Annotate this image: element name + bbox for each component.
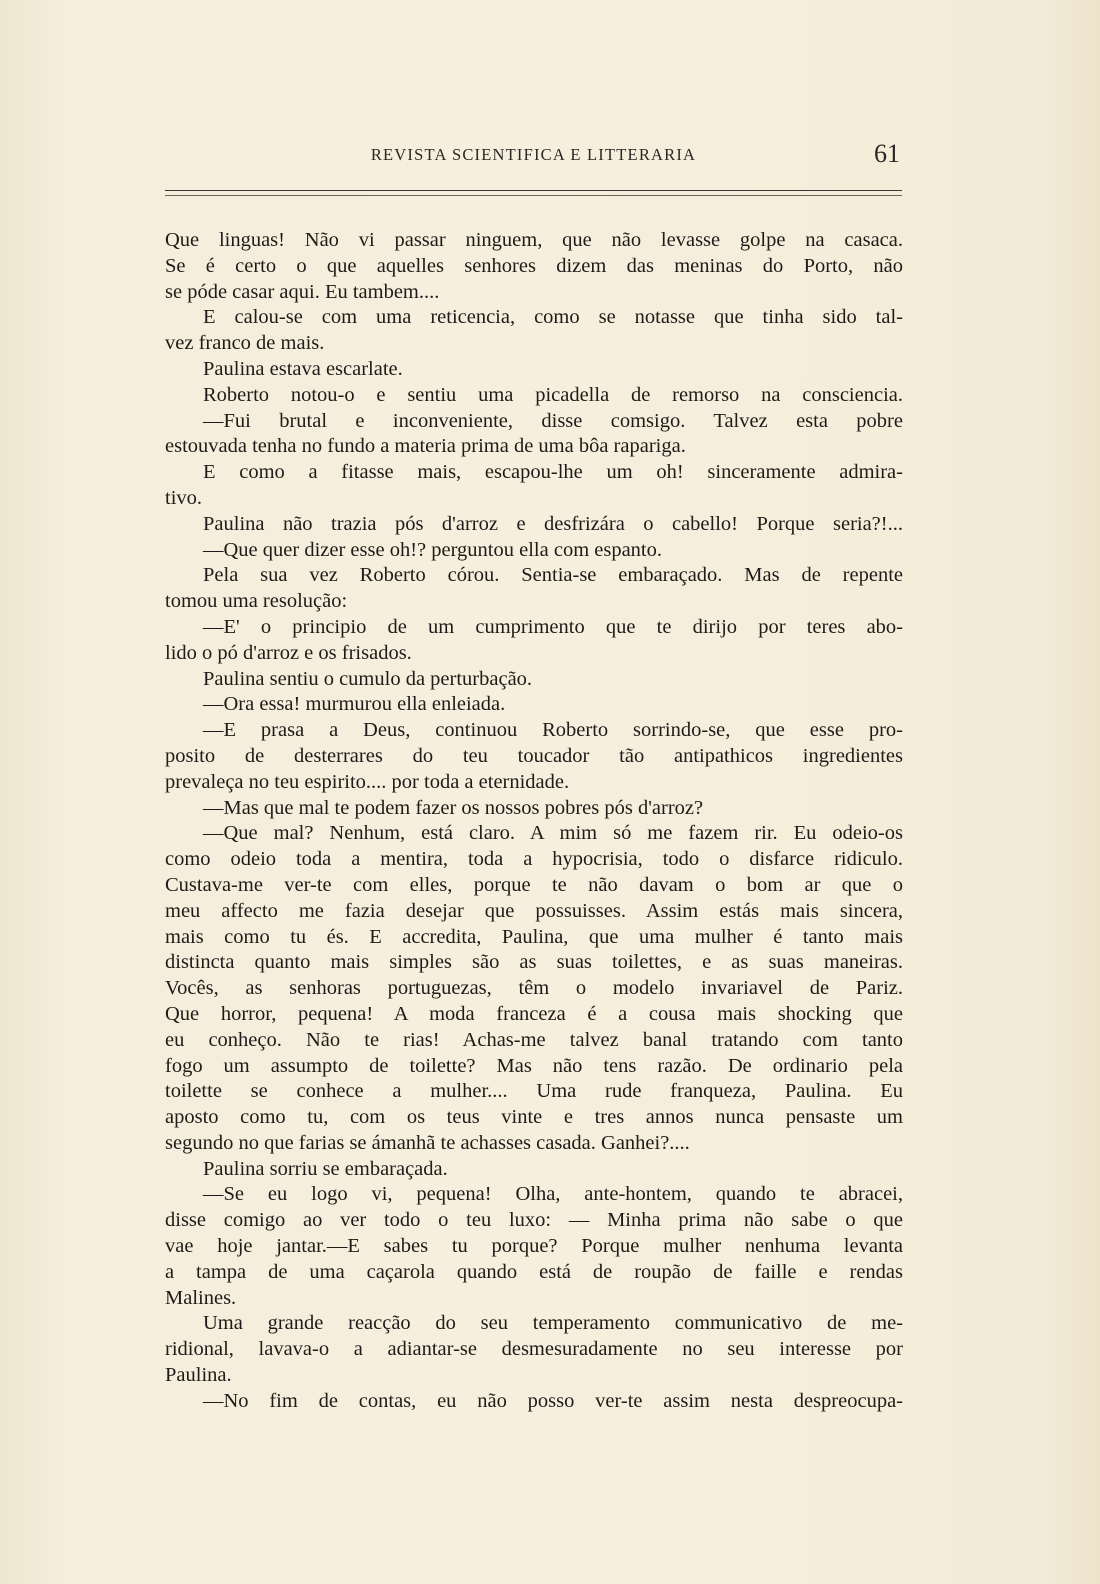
text-line: segundo no que farias se ámanhã te achasses casada. Ganhei?.... xyxy=(165,1131,690,1154)
header-rule xyxy=(165,190,902,191)
text-line: Paulina sorriu se embaraçada. xyxy=(203,1157,448,1180)
text-line: —Que quer dizer esse oh!? perguntou ella com espanto. xyxy=(203,538,663,561)
text-line: Que horror, pequena! A moda franceza é a cousa mais shocking que xyxy=(165,1002,903,1025)
text-line: lido o pó d'arroz e os frisados. xyxy=(165,641,412,664)
text-line: prevaleça no teu espirito.... por toda a eternidade. xyxy=(165,770,570,793)
text-line: —E prasa a Deus, continuou Roberto sorrindo-se, que esse pro- xyxy=(203,719,903,742)
text-line: toilette se conhece a mulher.... Uma rude franqueza, Paulina. Eu xyxy=(165,1080,903,1103)
text-line: como odeio toda a mentira, toda a hypocrisia, todo o disfarce ridiculo. xyxy=(165,848,903,871)
text-line: —Mas que mal te podem fazer os nossos pobres pós d'arroz? xyxy=(203,796,704,819)
text-line: E como a fitasse mais, escapou-lhe um oh! sinceramente admira- xyxy=(203,461,903,484)
running-title: REVISTA SCIENTIFICA E LITTERARIA xyxy=(370,145,697,164)
text-line: Que linguas! Não vi passar ninguem, que não levasse golpe na casaca. xyxy=(165,229,903,251)
text-line: —Se eu logo vi, pequena! Olha, ante-hontem, quando te abracei, xyxy=(203,1183,903,1206)
text-line: tivo. xyxy=(165,486,203,509)
text-line: ridional, lavava-o a adiantar-se desmesuradamente no seu interesse por xyxy=(165,1338,903,1361)
text-line: distincta quanto mais simples são as suas toilettes, e as suas maneiras. xyxy=(165,951,903,974)
text-line: Paulina estava escarlate. xyxy=(203,357,403,380)
text-line: vez franco de mais. xyxy=(165,332,325,355)
text-line: vae hoje jantar.—E sabes tu porque? Porque mulher nenhuma levanta xyxy=(165,1235,903,1258)
body-text xyxy=(165,228,903,1415)
page-number: 61 xyxy=(874,139,900,168)
text-line: Vocês, as senhoras portuguezas, têm o modelo invariavel de Pariz. xyxy=(165,977,903,1000)
text-line: Uma grande reacção do seu temperamento communicativo de me- xyxy=(203,1312,903,1335)
text-line: Roberto notou-o e sentiu uma picadella de remorso na consciencia. xyxy=(203,383,903,406)
text-line: meu affecto me fazia desejar que possuisses. Assim estás mais sincera, xyxy=(165,899,903,922)
header-rule-thin xyxy=(165,195,902,196)
text-line: —E' o principio de um cumprimento que te dirijo por teres abo- xyxy=(203,615,903,638)
text-line: posito de desterrares do teu toucador tão antipathicos ingredientes xyxy=(165,744,903,767)
text-line: Paulina sentiu o cumulo da perturbação. xyxy=(203,667,533,690)
text-line: disse comigo ao ver todo o teu luxo: — Minha prima não sabe o que xyxy=(165,1209,903,1232)
text-line: estouvada tenha no fundo a materia prima de uma bôa rapariga. xyxy=(165,435,686,458)
text-line: tomou uma resolução: xyxy=(165,590,348,613)
text-line: Malines. xyxy=(165,1286,237,1309)
text-line: a tampa de uma caçarola quando está de roupão de faille e rendas xyxy=(165,1260,903,1283)
text-line: Se é certo o que aquelles senhores dizem das meninas do Porto, não xyxy=(165,254,903,277)
text-line: se póde casar aqui. Eu tambem.... xyxy=(165,280,440,303)
text-line: mais como tu és. E accredita, Paulina, que uma mulher é tanto mais xyxy=(165,925,903,948)
text-line: aposto como tu, com os teus vinte e tres annos nunca pensaste um xyxy=(165,1106,903,1129)
text-line: —Fui brutal e inconveniente, disse comsigo. Talvez esta pobre xyxy=(203,409,903,432)
text-line: fogo um assumpto de toilette? Mas não tens razão. De ordinario pela xyxy=(165,1054,903,1077)
text-line: eu conheço. Não te rias! Achas-me talvez banal tratando com tanto xyxy=(165,1028,903,1051)
text-line: Paulina não trazia pós d'arroz e desfrizára o cabello! Porque seria?!... xyxy=(203,512,903,535)
text-line: —No fim de contas, eu não posso ver-te assim nesta despreocupa- xyxy=(203,1389,903,1412)
text-line: —Que mal? Nenhum, está claro. A mim só me fazem rir. Eu odeio-os xyxy=(203,822,903,845)
text-line: —Ora essa! murmurou ella enleiada. xyxy=(203,693,506,716)
text-line: E calou-se com uma reticencia, como se notasse que tinha sido tal- xyxy=(203,306,903,329)
text-line: Custava-me ver-te com elles, porque te não davam o bom ar que o xyxy=(165,873,903,896)
text-line: Pela sua vez Roberto córou. Sentia-se embaraçado. Mas de repente xyxy=(203,564,903,587)
page-header xyxy=(167,139,900,175)
text-line: Paulina. xyxy=(165,1364,232,1387)
